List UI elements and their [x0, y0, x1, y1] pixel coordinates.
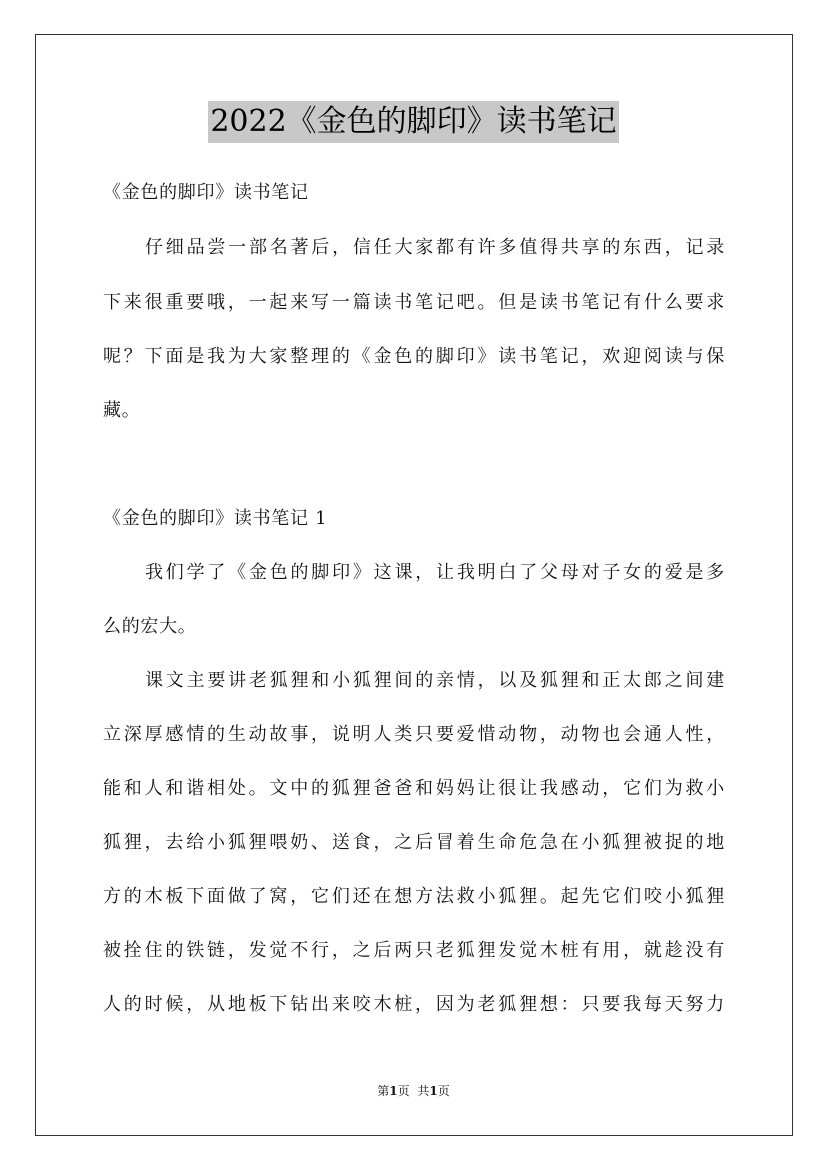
para2-line-3: 能和人和谐相处。文中的狐狸爸爸和妈妈让很让我感动，它们为救小: [103, 778, 725, 799]
document-title: 2022《金色的脚印》读书笔记: [208, 101, 618, 143]
intro-line-3: 呢？下面是我为大家整理的《金色的脚印》读书笔记，欢迎阅读与保: [103, 346, 725, 367]
document-heading: 《金色的脚印》读书笔记: [103, 182, 309, 203]
para1-line-2: 么的宏大。: [103, 616, 197, 637]
footer-page-prefix: 第: [377, 1084, 390, 1098]
footer-total-prefix: 共: [417, 1084, 430, 1098]
intro-line-2: 下来很重要哦，一起来写一篇读书笔记吧。但是读书笔记有什么要求: [103, 292, 725, 313]
para2-line-1: 课文主要讲老狐狸和小狐狸间的亲情，以及狐狸和正太郎之间建: [145, 670, 725, 691]
para2-line-7: 人的时候，从地板下钻出来咬木桩，因为老狐狸想：只要我每天努力: [103, 994, 725, 1015]
page-footer: [0, 1082, 827, 1100]
para1-line-1: 我们学了《金色的脚印》这课，让我明白了父母对子女的爱是多: [145, 562, 725, 583]
section-heading: 《金色的脚印》读书笔记 1: [103, 508, 328, 529]
intro-line-1: 仔细品尝一部名著后，信任大家都有许多值得共享的东西，记录: [145, 237, 725, 258]
title-wrap: [0, 101, 827, 143]
footer-page-suffix: 页: [397, 1084, 410, 1098]
para2-line-5: 方的木板下面做了窝，它们还在想方法救小狐狸。起先它们咬小狐狸: [103, 886, 725, 907]
para2-line-2: 立深厚感情的生动故事，说明人类只要爱惜动物，动物也会通人性，: [103, 724, 725, 745]
footer-total-suffix: 页: [437, 1084, 450, 1098]
para2-line-4: 狐狸，去给小狐狸喂奶、送食，之后冒着生命危急在小狐狸被捉的地: [103, 832, 725, 853]
intro-line-4: 藏。: [103, 400, 141, 421]
para2-line-6: 被拴住的铁链，发觉不行，之后两只老狐狸发觉木桩有用，就趁没有: [103, 940, 725, 961]
footer-total-number: 1: [429, 1084, 438, 1098]
footer-page-number: 1: [389, 1084, 398, 1098]
